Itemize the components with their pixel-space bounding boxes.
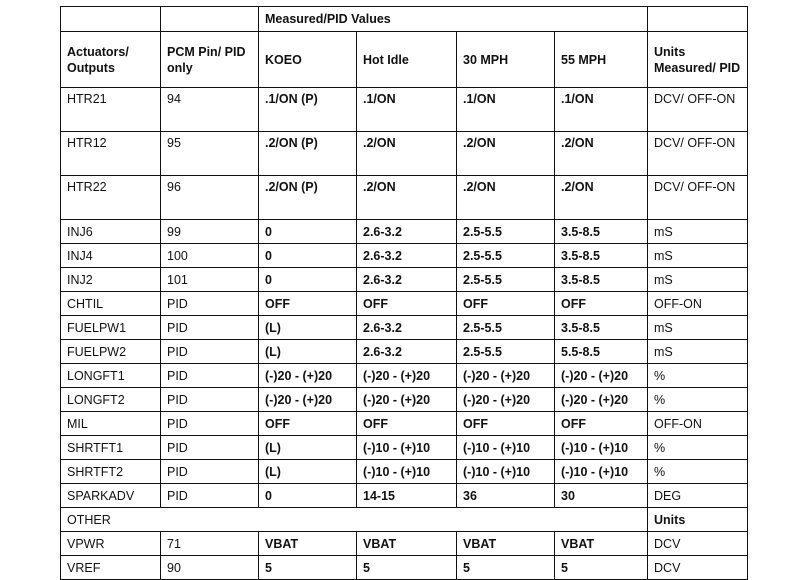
30-mph-value-cell: .1/ON	[457, 88, 555, 132]
hot-idle-value-cell: 2.6-3.2	[357, 268, 457, 292]
pid-values-table	[60, 6, 748, 580]
table-row	[61, 220, 748, 244]
output-name-cell: MIL	[61, 412, 161, 436]
column-header-30-mph: 30 MPH	[457, 32, 555, 88]
30-mph-value-cell: (-)10 - (+)10	[457, 460, 555, 484]
55-mph-value-cell: (-)20 - (+)20	[555, 364, 648, 388]
hot-idle-value-cell: OFF	[357, 292, 457, 316]
hot-idle-value-cell: OFF	[357, 412, 457, 436]
hot-idle-value-cell: 2.6-3.2	[357, 220, 457, 244]
units-cell: DCV	[648, 556, 748, 580]
table-row	[61, 388, 748, 412]
30-mph-value-cell: .2/ON	[457, 176, 555, 220]
table-row	[61, 176, 748, 220]
output-name-cell: SHRTFT1	[61, 436, 161, 460]
55-mph-value-cell: OFF	[555, 412, 648, 436]
other-units-header: Units	[648, 508, 748, 532]
output-name-cell: LONGFT2	[61, 388, 161, 412]
koeo-value-cell: OFF	[259, 292, 357, 316]
hot-idle-value-cell: .1/ON	[357, 88, 457, 132]
hot-idle-value-cell: (-)10 - (+)10	[357, 436, 457, 460]
koeo-value-cell: (-)20 - (+)20	[259, 388, 357, 412]
units-cell: DCV/ OFF-ON	[648, 88, 748, 132]
output-name-cell: VREF	[61, 556, 161, 580]
table-row	[61, 340, 748, 364]
55-mph-value-cell: 5	[555, 556, 648, 580]
output-name-cell: SPARKADV	[61, 484, 161, 508]
55-mph-value-cell: (-)20 - (+)20	[555, 388, 648, 412]
30-mph-value-cell: 2.5-5.5	[457, 340, 555, 364]
koeo-value-cell: 5	[259, 556, 357, 580]
table-row	[61, 436, 748, 460]
koeo-value-cell: VBAT	[259, 532, 357, 556]
column-header-units: Units Measured/ PID	[648, 32, 748, 88]
55-mph-value-cell: 3.5-8.5	[555, 316, 648, 340]
column-header-55-mph: 55 MPH	[555, 32, 648, 88]
output-name-cell: CHTIL	[61, 292, 161, 316]
column-header-actuators: Actuators/ Outputs	[61, 32, 161, 88]
55-mph-value-cell: 5.5-8.5	[555, 340, 648, 364]
koeo-value-cell: (L)	[259, 340, 357, 364]
units-cell: mS	[648, 244, 748, 268]
30-mph-value-cell: OFF	[457, 292, 555, 316]
30-mph-value-cell: (-)20 - (+)20	[457, 364, 555, 388]
header-cell-empty	[61, 7, 161, 32]
55-mph-value-cell: VBAT	[555, 532, 648, 556]
units-cell: %	[648, 388, 748, 412]
header-cell-empty	[648, 7, 748, 32]
hot-idle-value-cell: (-)20 - (+)20	[357, 388, 457, 412]
55-mph-value-cell: .1/ON	[555, 88, 648, 132]
output-name-cell: INJ4	[61, 244, 161, 268]
output-name-cell: VPWR	[61, 532, 161, 556]
pcm-pin-cell: 101	[161, 268, 259, 292]
units-cell: OFF-ON	[648, 292, 748, 316]
pcm-pin-cell: PID	[161, 484, 259, 508]
hot-idle-value-cell: VBAT	[357, 532, 457, 556]
pcm-pin-cell: PID	[161, 460, 259, 484]
units-cell: %	[648, 436, 748, 460]
30-mph-value-cell: 2.5-5.5	[457, 244, 555, 268]
pcm-pin-cell: 90	[161, 556, 259, 580]
header-cell-empty	[161, 7, 259, 32]
units-cell: mS	[648, 220, 748, 244]
pcm-pin-cell: 71	[161, 532, 259, 556]
koeo-value-cell: 0	[259, 244, 357, 268]
koeo-value-cell: (-)20 - (+)20	[259, 364, 357, 388]
hot-idle-value-cell: 2.6-3.2	[357, 244, 457, 268]
table-row	[61, 88, 748, 132]
koeo-value-cell: (L)	[259, 436, 357, 460]
koeo-value-cell: 0	[259, 268, 357, 292]
30-mph-value-cell: OFF	[457, 412, 555, 436]
pcm-pin-cell: PID	[161, 340, 259, 364]
table-row	[61, 268, 748, 292]
units-cell: DCV/ OFF-ON	[648, 176, 748, 220]
koeo-value-cell: .2/ON (P)	[259, 176, 357, 220]
30-mph-value-cell: 2.5-5.5	[457, 316, 555, 340]
units-cell: DEG	[648, 484, 748, 508]
other-section-row	[61, 508, 748, 532]
units-cell: mS	[648, 340, 748, 364]
output-name-cell: FUELPW2	[61, 340, 161, 364]
pcm-pin-cell: PID	[161, 292, 259, 316]
table-row	[61, 364, 748, 388]
30-mph-value-cell: 36	[457, 484, 555, 508]
30-mph-value-cell: (-)20 - (+)20	[457, 388, 555, 412]
units-cell: mS	[648, 316, 748, 340]
measured-pid-values-header: Measured/PID Values	[259, 7, 648, 32]
table-row	[61, 460, 748, 484]
output-name-cell: INJ6	[61, 220, 161, 244]
other-section-label: OTHER	[61, 508, 648, 532]
column-header-koeo: KOEO	[259, 32, 357, 88]
koeo-value-cell: .2/ON (P)	[259, 132, 357, 176]
koeo-value-cell: .1/ON (P)	[259, 88, 357, 132]
table-row	[61, 484, 748, 508]
units-cell: mS	[648, 268, 748, 292]
hot-idle-value-cell: 2.6-3.2	[357, 340, 457, 364]
55-mph-value-cell: 3.5-8.5	[555, 220, 648, 244]
pcm-pin-cell: PID	[161, 436, 259, 460]
hot-idle-value-cell: (-)10 - (+)10	[357, 460, 457, 484]
output-name-cell: HTR21	[61, 88, 161, 132]
table-row	[61, 244, 748, 268]
table-row	[61, 292, 748, 316]
koeo-value-cell: (L)	[259, 316, 357, 340]
55-mph-value-cell: .2/ON	[555, 132, 648, 176]
30-mph-value-cell: 5	[457, 556, 555, 580]
30-mph-value-cell: .2/ON	[457, 132, 555, 176]
30-mph-value-cell: 2.5-5.5	[457, 268, 555, 292]
55-mph-value-cell: 3.5-8.5	[555, 244, 648, 268]
hot-idle-value-cell: (-)20 - (+)20	[357, 364, 457, 388]
header-row-group	[61, 7, 748, 32]
output-name-cell: FUELPW1	[61, 316, 161, 340]
55-mph-value-cell: 30	[555, 484, 648, 508]
30-mph-value-cell: (-)10 - (+)10	[457, 436, 555, 460]
hot-idle-value-cell: .2/ON	[357, 176, 457, 220]
table-row	[61, 316, 748, 340]
output-name-cell: LONGFT1	[61, 364, 161, 388]
55-mph-value-cell: (-)10 - (+)10	[555, 436, 648, 460]
55-mph-value-cell: (-)10 - (+)10	[555, 460, 648, 484]
table-row	[61, 132, 748, 176]
units-cell: %	[648, 460, 748, 484]
hot-idle-value-cell: 2.6-3.2	[357, 316, 457, 340]
koeo-value-cell: OFF	[259, 412, 357, 436]
hot-idle-value-cell: .2/ON	[357, 132, 457, 176]
pcm-pin-cell: 96	[161, 176, 259, 220]
units-cell: OFF-ON	[648, 412, 748, 436]
55-mph-value-cell: 3.5-8.5	[555, 268, 648, 292]
30-mph-value-cell: 2.5-5.5	[457, 220, 555, 244]
55-mph-value-cell: OFF	[555, 292, 648, 316]
pcm-pin-cell: PID	[161, 388, 259, 412]
column-header-pcm-pin: PCM Pin/ PID only	[161, 32, 259, 88]
output-name-cell: INJ2	[61, 268, 161, 292]
units-cell: DCV	[648, 532, 748, 556]
pcm-pin-cell: 99	[161, 220, 259, 244]
pcm-pin-cell: 95	[161, 132, 259, 176]
table-row	[61, 412, 748, 436]
column-header-hot-idle: Hot Idle	[357, 32, 457, 88]
output-name-cell: HTR22	[61, 176, 161, 220]
table-row	[61, 532, 748, 556]
hot-idle-value-cell: 5	[357, 556, 457, 580]
pcm-pin-cell: 94	[161, 88, 259, 132]
55-mph-value-cell: .2/ON	[555, 176, 648, 220]
pcm-pin-cell: PID	[161, 412, 259, 436]
koeo-value-cell: (L)	[259, 460, 357, 484]
30-mph-value-cell: VBAT	[457, 532, 555, 556]
units-cell: DCV/ OFF-ON	[648, 132, 748, 176]
header-row-columns	[61, 32, 748, 88]
units-cell: %	[648, 364, 748, 388]
output-name-cell: HTR12	[61, 132, 161, 176]
hot-idle-value-cell: 14-15	[357, 484, 457, 508]
koeo-value-cell: 0	[259, 220, 357, 244]
pcm-pin-cell: PID	[161, 364, 259, 388]
pcm-pin-cell: PID	[161, 316, 259, 340]
pcm-pin-cell: 100	[161, 244, 259, 268]
output-name-cell: SHRTFT2	[61, 460, 161, 484]
koeo-value-cell: 0	[259, 484, 357, 508]
